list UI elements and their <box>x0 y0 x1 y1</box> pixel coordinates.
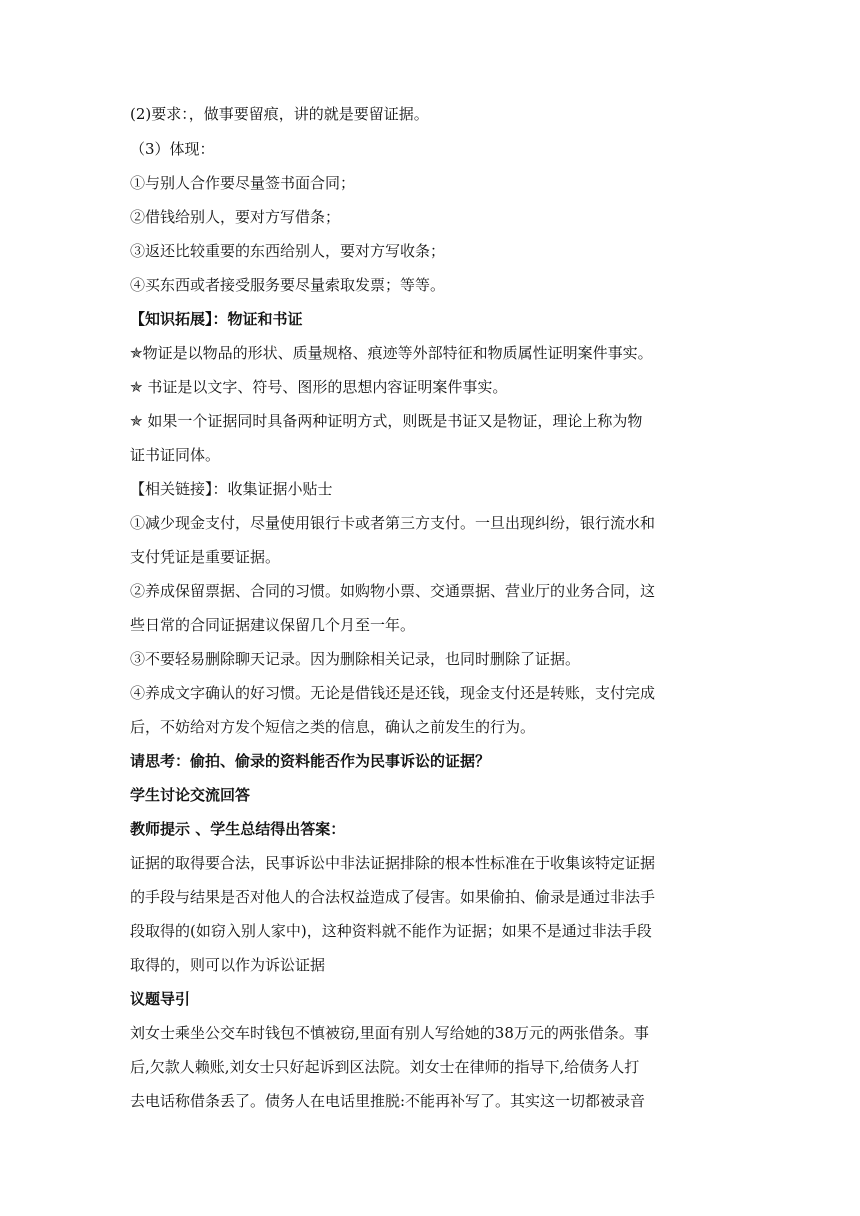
text-line: (2)要求：，做事要留痕，讲的就是要留证据。 <box>130 105 429 123</box>
text-line: 段取得的(如窃入别人家中)，这种资料就不能作为证据；如果不是通过非法手段 <box>130 922 652 940</box>
section-heading: 【知识拓展】：物证和书证 <box>130 310 303 328</box>
text-line: ①与别人合作要尽量签书面合同； <box>130 174 356 192</box>
text-line: 【相关链接】：收集证据小贴士 <box>130 480 333 498</box>
question-heading: 请思考：偷拍、偷录的资料能否作为民事诉讼的证据？ <box>130 752 491 770</box>
text-line: ②借钱给别人，要对方写借条； <box>130 208 341 226</box>
text-line: 后,欠款人赖账,刘女士只好起诉到区法院。刘女士在律师的指导下,给债务人打 <box>130 1058 640 1076</box>
section-heading: 学生讨论交流回答 <box>130 786 251 804</box>
section-heading: 教师提示 、学生总结得出答案： <box>130 820 346 838</box>
text-line: ✯ 书证是以文字、符号、图形的思想内容证明案件事实。 <box>130 378 508 396</box>
text-line: ①减少现金支付，尽量使用银行卡或者第三方支付。一旦出现纠纷，银行流水和 <box>130 514 656 532</box>
section-heading: 议题导引 <box>130 990 191 1008</box>
text-line: 刘女士乘坐公交车时钱包不慎被窃,里面有别人写给她的38万元的两张借条。事 <box>130 1024 649 1042</box>
text-line: 去电话称借条丢了。债务人在电话里推脱:不能再补写了。其实这一切都被录音 <box>130 1092 646 1110</box>
text-line: ④养成文字确认的好习惯。无论是借钱还是还钱，现金支付还是转账，支付完成 <box>130 684 656 702</box>
text-line: （3）体现： <box>130 140 215 158</box>
text-line: 取得的，则可以作为诉讼证据 <box>130 956 326 974</box>
text-line: ③返还比较重要的东西给别人，要对方写收条； <box>130 242 446 260</box>
text-line: 支付凭证是重要证据。 <box>130 548 281 566</box>
text-line: 证书证同体。 <box>130 446 221 464</box>
text-line: ②养成保留票据、合同的习惯。如购物小票、交通票据、营业厅的业务合同，这 <box>130 582 656 600</box>
text-line: 后，不妨给对方发个短信之类的信息，确认之前发生的行为。 <box>130 718 536 736</box>
text-line: 些日常的合同证据建议保留几个月至一年。 <box>130 616 416 634</box>
text-line: 的手段与结果是否对他人的合法权益造成了侵害。如果偷拍、偷录是通过非法手 <box>130 888 656 906</box>
text-line: ✯物证是以物品的形状、质量规格、痕迹等外部特征和物质属性证明案件事实。 <box>130 344 653 362</box>
text-line: ✯ 如果一个证据同时具备两种证明方式，则既是书证又是物证，理论上称为物 <box>130 412 643 430</box>
text-line: ④买东西或者接受服务要尽量索取发票；等等。 <box>130 276 446 294</box>
text-line: 证据的取得要合法，民事诉讼中非法证据排除的根本性标准在于收集该特定证据 <box>130 854 656 872</box>
text-line: ③不要轻易删除聊天记录。因为删除相关记录，也同时删除了证据。 <box>130 650 581 668</box>
